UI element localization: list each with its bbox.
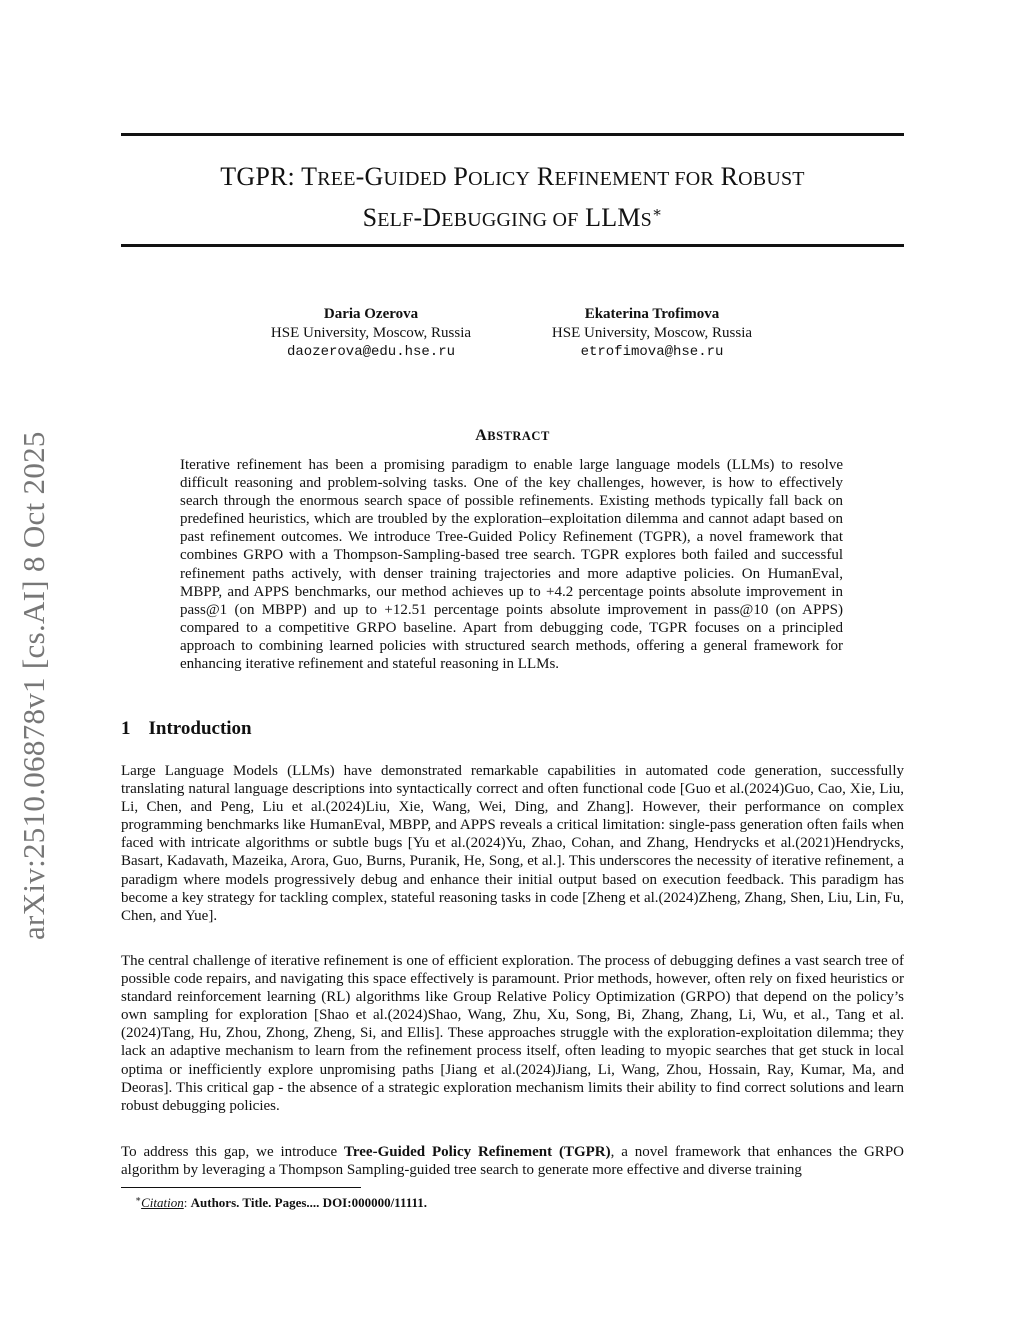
title-segment: REE [317, 168, 356, 190]
title-line-2-text [363, 203, 652, 232]
title-segment: TGPR: T [220, 162, 318, 191]
method-name: Tree-Guided Policy Refinement (TGPR) [343, 1144, 611, 1160]
footnote-mark: ∗ [135, 1194, 142, 1204]
paragraph-text: , a novel framework that enhances the GRPO algorithm by leveraging a Thompson Sampling-guided tree search to generate more effective and diverse training [121, 1144, 904, 1179]
title-footnote-mark: ∗ [652, 205, 663, 221]
footnote-body: Authors. Title. Pages.... DOI:000000/11111. [190, 1195, 428, 1210]
author-email[interactable]: etrofimova@hse.ru [580, 344, 724, 360]
title-segment: EFINEMENT FOR [554, 168, 714, 190]
footnote [135, 1191, 427, 1211]
title-segment: OLICY [468, 168, 531, 190]
abstract-heading-rest: BSTRACT [487, 429, 550, 443]
title-segment: LLM [578, 203, 641, 232]
paper-title [121, 160, 904, 237]
title-segment: R [530, 162, 555, 191]
title-segment: S [362, 203, 378, 232]
intro-paragraph-2: The central challenge of iterative refinement is one of efficient exploration. The process of debugging defines a vast search tree of possible code repairs, and navigating this space effectively is paramount. Prior methods, however, often rely on fixed heuristics or standard reinforcement learning (RL) algorithms like Group Relative Policy Optimization (GRPO) that depend on the policy’s own sampling for exploration [Shao et al.(2024)Shao, Wang, Zhu, Xu, Song, Bi, Zhang, Zhang, Li, Wu, et al., Tang et al.(2024)Tang, Hu, Zhou, Zhong, Zheng, Si, and Ellis]. These approaches struggle with the exploration-exploitation dilemma; they lack an adaptive mechanism to learn from the refinement process itself, often leading to myopic searches that get stuck in local optima or inefficiently explore unpromising paths [Jiang et al.(2024)Jiang, Li, Wang, Zhou, Hossain, Ray, Kumar, Ma, and Deoras]. This critical gap - the absence of a strategic exploration mechanism limits their ability to find correct solutions and learn robust debugging policies. [121, 953, 904, 1114]
title-segment: R [713, 162, 739, 191]
section-heading [121, 718, 252, 740]
title-rule-bottom [121, 244, 904, 247]
title-segment: -G [355, 162, 384, 191]
footnote-rule [121, 1187, 361, 1188]
author-block [502, 305, 802, 362]
author-affiliation: HSE University, Moscow, Russia [551, 325, 753, 341]
title-segment: UIDED [383, 168, 447, 190]
intro-paragraph-1: Large Language Models (LLMs) have demonstrated remarkable capabilities in automated code generation, successfully translating natural language descriptions into syntactically correct and often functional code [Guo et al.(2024)Guo, Cao, Xie, Liu, Li, Chen, and Peng, Liu et al.(2024)Liu, Xie, Wang, Wei, Ding, and Zhang]. However, their performance on complex programming benchmarks like HumanEval, MBPP, and APPS reveals a critical limitation: single-pass generation often fails when faced with intricate algorithms or subtle bugs [Yu et al.(2024)Yu, Zhao, Cohan, and Zhang, Hendrycks et al.(2021)Hendrycks, Basart, Kadavath, Mazeika, Arora, Guo, Burns, Puranik, He, Song, et al.]. This underscores the necessity of iterative refinement, a paradigm where models progressively debug and enhance their initial output based on execution feedback. This paradigm has become a key strategy for tackling complex, stateful reasoning tasks in code [Zheng et al.(2024)Zheng, Zhang, Shen, Liu, Lin, Fu, Chen, and Yue]. [121, 763, 904, 924]
abstract-text: Iterative refinement has been a promising paradigm to enable large language models (LLMs) to resolve difficult reasoning and problem-solving tasks. One of the key challenges, however, is how to effectively search through the enormous search space of possible refinements. Existing methods typically fall back on predefined heuristics, which are troubled by the exploration–exploitation dilemma and cannot adapt based on past refinement outcomes. We introduce Tree-Guided Policy Refinement (TGPR), a novel framework that combines GRPO with a Thompson-Sampling-based tree search. TGPR explores both failed and successful refinement paths actively, with denser training trajectories and more adaptive policies. On HumanEval, MBPP, and APPS benchmarks, our method achieves up to +4.2 percentage points absolute improvement in pass@1 (on MBPP) and up to +12.51 percentage points absolute improvement in pass@10 (on APPS) compared to a competitive GRPO baseline. Apart from debugging code, TGPR focuses on a principled approach to combining learned policies with structured search methods, offering a general framework for enhancing iterative refinement and stateful reasoning in LLMs. [180, 457, 843, 673]
author-name: Ekaterina Trofimova [584, 306, 720, 322]
title-line-1 [121, 160, 904, 196]
footnote-citation-link[interactable]: Citation [141, 1195, 184, 1210]
abstract-heading [121, 427, 904, 445]
intro-paragraph-3 [121, 1143, 904, 1179]
author-block [221, 305, 521, 362]
title-line-2 [121, 196, 904, 237]
section-number: 1 [121, 718, 131, 739]
abstract-heading-initial: A [475, 427, 488, 444]
author-affiliation: HSE University, Moscow, Russia [270, 325, 472, 341]
section-title: Introduction [148, 718, 252, 739]
title-segment: -D [413, 203, 442, 232]
author-email[interactable]: daozerova@edu.hse.ru [286, 344, 456, 360]
title-segment: P [446, 162, 469, 191]
title-segment: ELF [377, 209, 414, 231]
title-segment: S [640, 209, 652, 231]
arxiv-stamp[interactable]: arXiv:2510.06878v1 [cs.AI] 8 Oct 2025 [16, 431, 51, 940]
paragraph-text: To address this gap, we introduce [121, 1144, 344, 1160]
title-rule-top [121, 133, 904, 136]
footnote-separator: : [183, 1195, 191, 1210]
title-segment: OBUST [738, 168, 805, 190]
title-segment: EBUGGING OF [441, 209, 579, 231]
author-name: Daria Ozerova [323, 306, 419, 322]
